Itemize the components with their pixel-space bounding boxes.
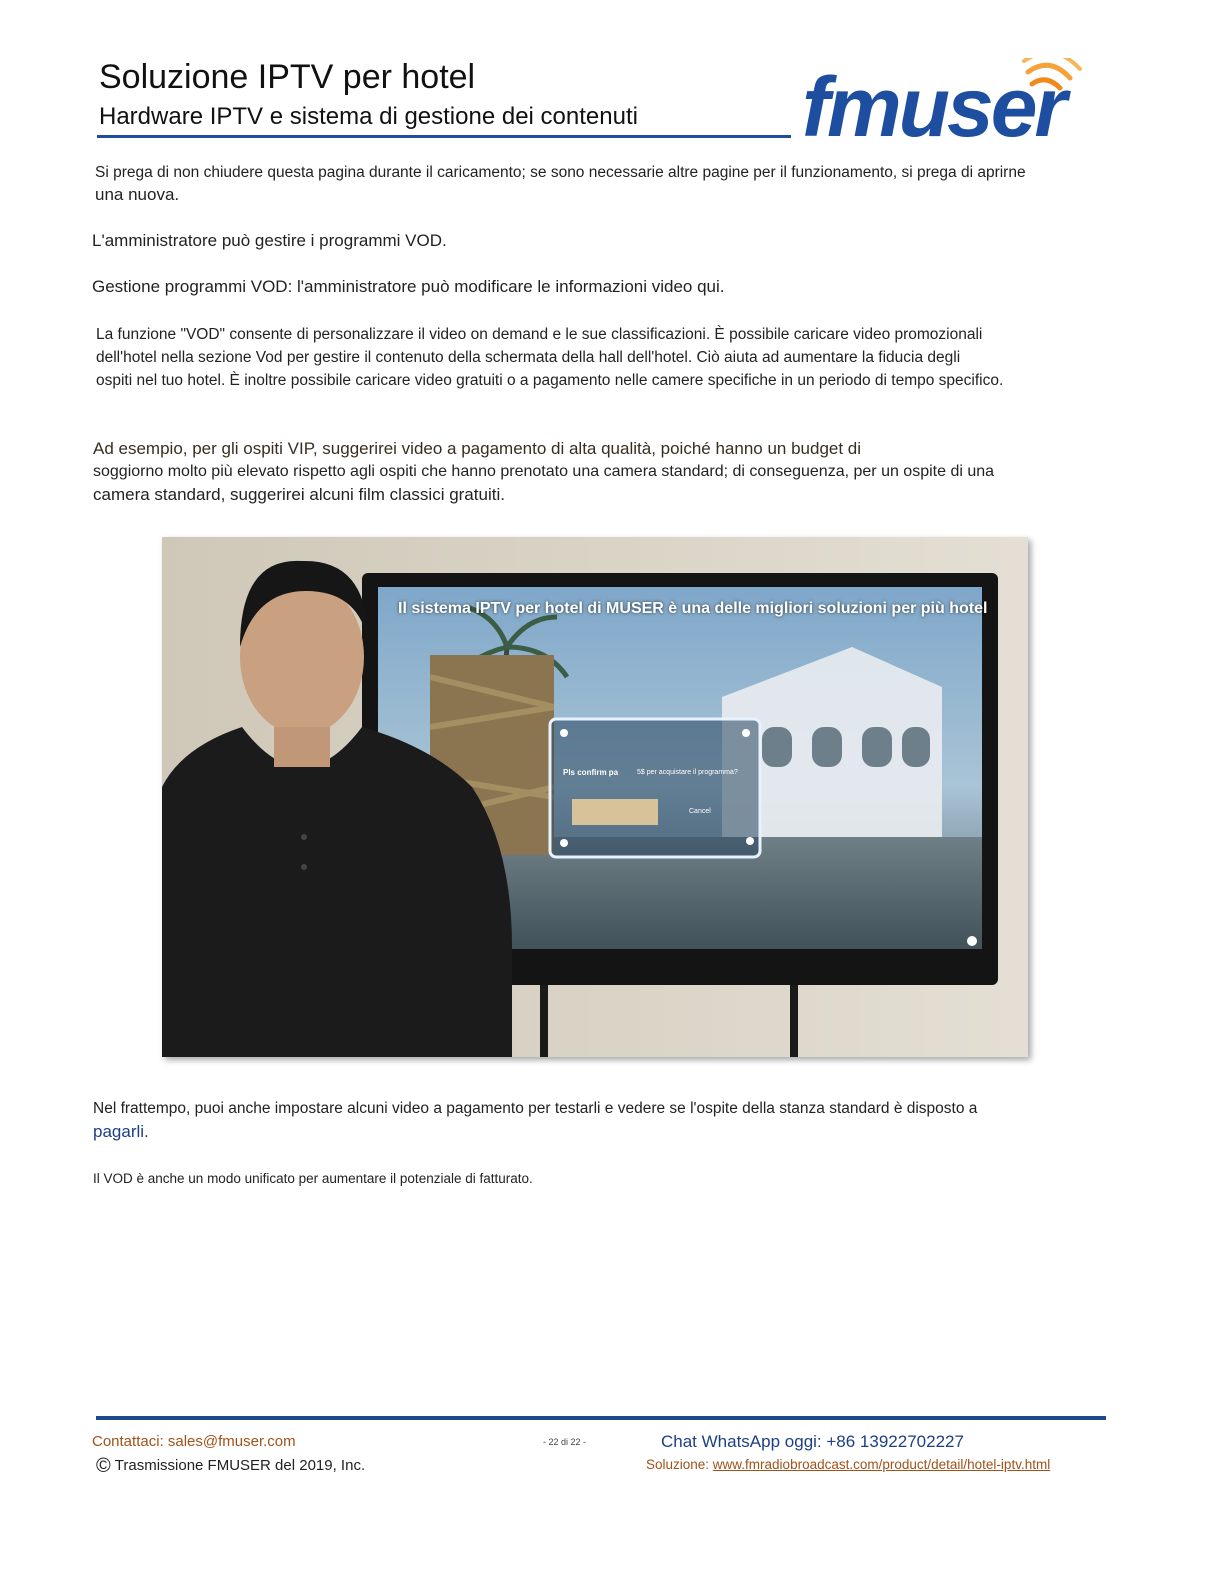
footer-divider [96,1416,1106,1420]
page-number: - 22 di 22 - [543,1437,587,1447]
page-subtitle: Hardware IPTV e sistema di gestione dei contenuti [99,103,638,130]
meanwhile-paragraph: Nel frattempo, puoi anche impostare alcuni video a pagamento per testarli e vedere se l'ospite della stanza standard è disposto a pagarli. [93,1100,978,1141]
logo-wordmark: fmuser [802,60,1065,148]
vod-description-paragraph: La funzione "VOD" consente di personalizzare il video on demand e le sue classificazioni. È possibile caricare video promozionali dell'hotel nella sezione Vod per gestire il contenuto della schermata della hall dell'hotel. Ciò aiuta ad aumentare la fiducia degli ospiti nel tuo hotel. È inoltre possibile caricare video gratuiti o a pagamento nelle camere specifiche in un periodo di tempo specifico. [96,326,1004,389]
revenue-paragraph: Il VOD è anche un modo unificato per aumentare il potenziale di fatturato. [93,1171,533,1186]
footer-copyright: © Trasmissione FMUSER del 2019, Inc. [96,1455,366,1477]
tv-dialog-cancel: Cancel [689,808,711,815]
fmuser-logo [800,58,1100,148]
tv-dialog-title: Pls confirm pa [563,768,619,777]
loading-notice: Si prega di non chiudere questa pagina durante il caricamento; se sono necessarie altre pagine per il funzionamento, si prega di aprirne una nuova. [95,164,1026,204]
copyright-icon: © [96,1455,111,1477]
solution-url-link[interactable]: www.fmradiobroadcast.com/product/detail/hotel-iptv.html [712,1457,1051,1472]
footer-contact-email[interactable]: Contattaci: sales@fmuser.com [92,1433,296,1450]
footer-solution-link: Soluzione: www.fmradiobroadcast.com/product/detail/hotel-iptv.html [646,1457,1051,1472]
header-divider [97,135,791,138]
example-paragraph: Ad esempio, per gli ospiti VIP, suggerirei video a pagamento di alta qualità, poiché hanno un budget di soggiorno molto più elevato rispetto agli ospiti che hanno prenotato una camera standard; di conseguenza, per un ospite di una camera standard, suggerirei alcuni film classici gratuiti. [93,439,995,504]
vod-management-paragraph: Gestione programmi VOD: l'amministratore può modificare le informazioni video qui. [92,277,725,296]
admin-paragraph: L'amministratore può gestire i programmi VOD. [92,231,447,250]
page-title: Soluzione IPTV per hotel [99,58,476,96]
footer-whatsapp[interactable]: Chat WhatsApp oggi: +86 13922702227 [661,1432,964,1451]
tv-dialog-question: 5$ per acquistare il programma? [637,769,738,776]
tv-screen-caption: Il sistema IPTV per hotel di MUSER è una delle migliori soluzioni per più hotel [398,600,988,617]
